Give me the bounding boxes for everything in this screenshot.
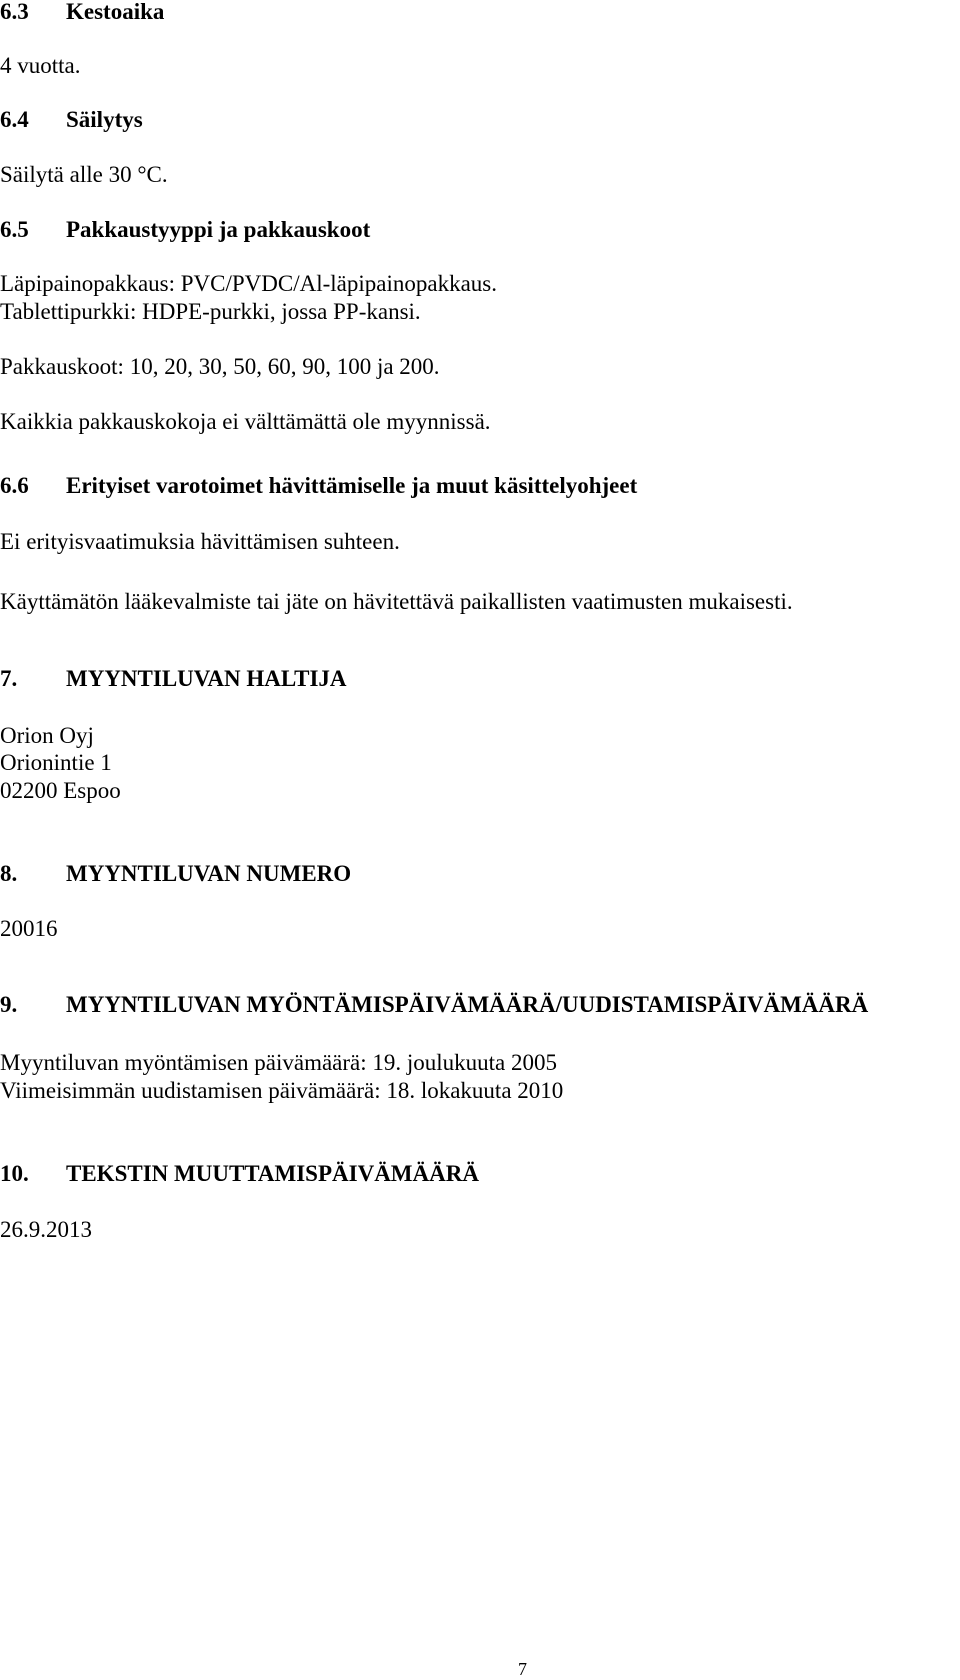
- section-number: 6.5: [0, 217, 29, 242]
- date-line: Viimeisimmän uudistamisen päivämäärä: 18. lokakuuta 2010: [0, 1078, 564, 1103]
- section-number: 6.4: [0, 107, 29, 132]
- section-number: 6.3: [0, 0, 29, 24]
- section-6-5-heading: [0, 218, 370, 241]
- section-title: Säilytys: [66, 107, 143, 132]
- section-title: MYYNTILUVAN MYÖNTÄMISPÄIVÄMÄÄRÄ/UUDISTAMISPÄIVÄMÄÄRÄ: [66, 992, 869, 1017]
- holder-line: 02200 Espoo: [0, 778, 121, 803]
- disposal-line: Ei erityisvaatimuksia hävittämisen suhteen.: [0, 529, 400, 554]
- package-availability-line: Kaikkia pakkauskokoja ei välttämättä ole myynnissä.: [0, 409, 491, 434]
- page-number: 7: [518, 1659, 527, 1679]
- date-line: Myyntiluvan myöntämisen päivämäärä: 19. joulukuuta 2005: [0, 1050, 558, 1075]
- package-sizes-line: Pakkauskoot: 10, 20, 30, 50, 60, 90, 100 ja 200.: [0, 354, 440, 379]
- section-6-6-heading: [0, 474, 637, 497]
- section-7-heading: [0, 667, 347, 690]
- section-title: Erityiset varotoimet hävittämiselle ja muut käsittelyohjeet: [66, 473, 638, 498]
- holder-line: Orionintie 1: [0, 750, 112, 775]
- section-number: 10.: [0, 1161, 29, 1186]
- disposal-line: Käyttämätön lääkevalmiste tai jäte on hävitettävä paikallisten vaatimusten mukaisesti.: [0, 589, 793, 614]
- section-10-heading: [0, 1162, 479, 1185]
- section-number: 8.: [0, 861, 18, 886]
- section-title: MYYNTILUVAN NUMERO: [66, 861, 352, 886]
- section-number: 6.6: [0, 473, 29, 498]
- package-line: Läpipainopakkaus: PVC/PVDC/Al-läpipainopakkaus.: [0, 271, 497, 296]
- section-6-4-heading: [0, 108, 143, 131]
- holder-line: Orion Oyj: [0, 723, 94, 748]
- section-number: 9.: [0, 992, 18, 1017]
- section-8-heading: [0, 862, 351, 885]
- section-title: Kestoaika: [66, 0, 165, 24]
- section-6-3-heading: [0, 0, 164, 23]
- section-number: 7.: [0, 666, 18, 691]
- revision-date: 26.9.2013: [0, 1217, 92, 1242]
- section-title: Pakkaustyyppi ja pakkauskoot: [66, 217, 371, 242]
- storage-text: Säilytä alle 30 °C.: [0, 162, 168, 187]
- section-9-heading: [0, 993, 868, 1016]
- section-title: MYYNTILUVAN HALTIJA: [66, 666, 347, 691]
- authorisation-number: 20016: [0, 916, 58, 941]
- section-title: TEKSTIN MUUTTAMISPÄIVÄMÄÄRÄ: [66, 1161, 479, 1186]
- shelf-life-text: 4 vuotta.: [0, 53, 81, 78]
- package-line: Tablettipurkki: HDPE-purkki, jossa PP-kansi.: [0, 299, 421, 324]
